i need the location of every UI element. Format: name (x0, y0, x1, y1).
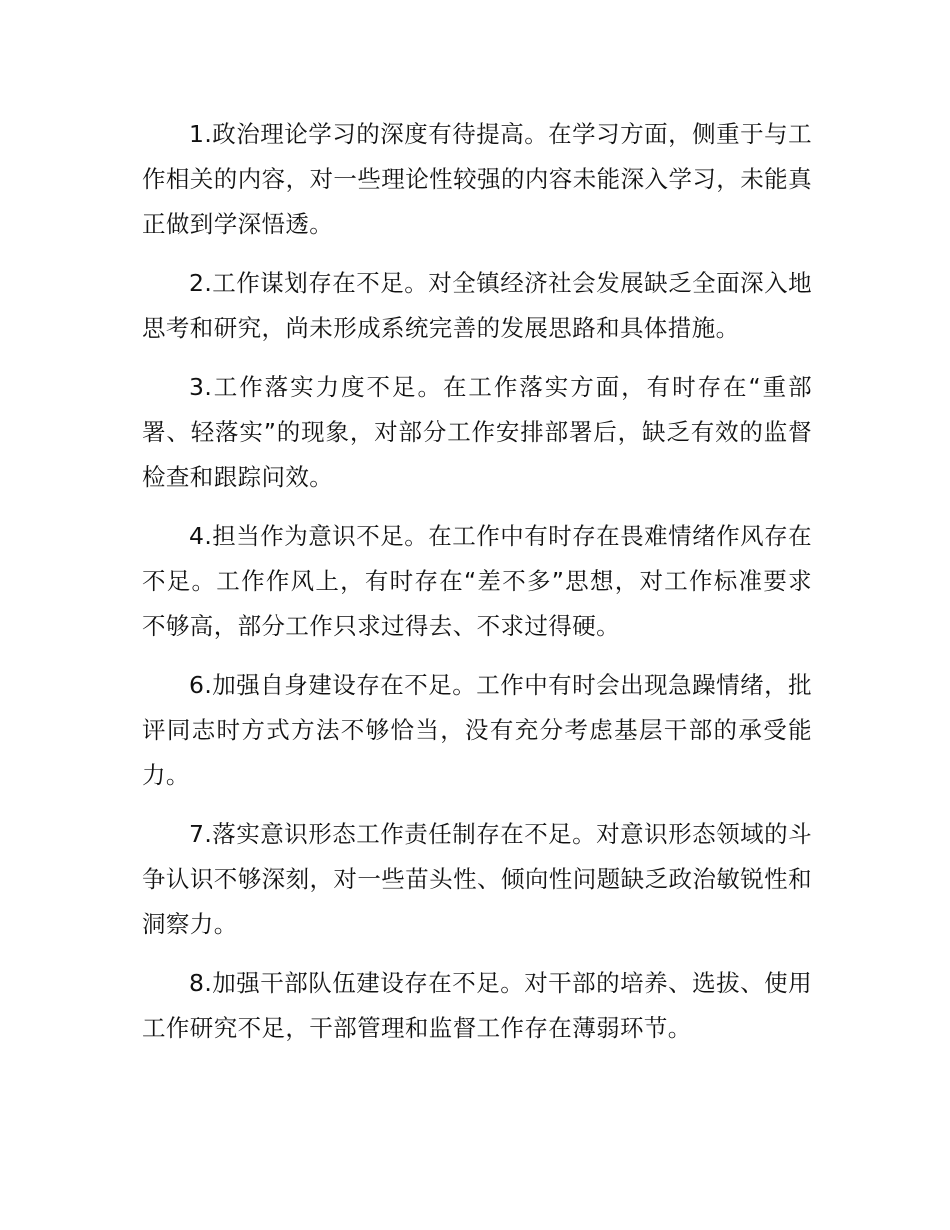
paragraph-3: 3.工作落实力度不足。在工作落实方面，有时存在“重部署、轻落实”的现象，对部分工作安排部署后，缺乏有效的监督检查和跟踪问效。 (142, 373, 812, 491)
paragraph-7: 7.落实意识形态工作责任制存在不足。对意识形态领域的斗争认识不够深刻，对一些苗头性、倾向性问题缺乏政治敏锐性和洞察力。 (142, 820, 812, 938)
document-body (142, 112, 812, 1065)
paragraph-4: 4.担当作为意识不足。在工作中有时存在畏难情绪作风存在不足。工作作风上，有时存在“差不多”思想，对工作标准要求不够高，部分工作只求过得去、不求过得硬。 (142, 522, 812, 640)
paragraph-6: 6.加强自身建设存在不足。工作中有时会出现急躁情绪，批评同志时方式方法不够恰当，没有充分考虑基层干部的承受能力。 (142, 671, 812, 789)
paragraph-2: 2.工作谋划存在不足。对全镇经济社会发展缺乏全面深入地思考和研究，尚未形成系统完善的发展思路和具体措施。 (142, 269, 812, 342)
paragraph-1: 1.政治理论学习的深度有待提高。在学习方面，侧重于与工作相关的内容，对一些理论性较强的内容未能深入学习，未能真正做到学深悟透。 (142, 120, 812, 238)
paragraph-8: 8.加强干部队伍建设存在不足。对干部的培养、选拔、使用工作研究不足，干部管理和监督工作存在薄弱环节。 (142, 969, 812, 1042)
